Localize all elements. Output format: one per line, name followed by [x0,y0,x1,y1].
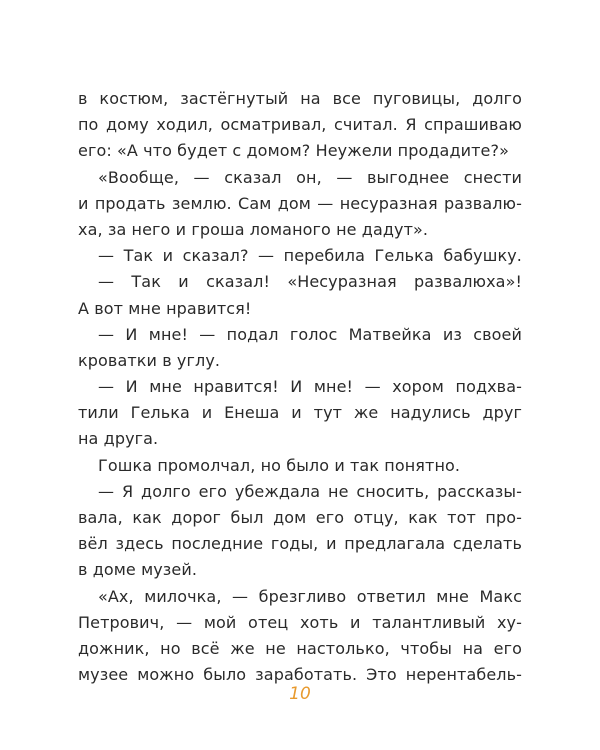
text-line: вёл здесь последние годы, и предлагала сделать [78,534,522,554]
text-line: Гошка промолчал, но было и так понятно. [98,455,461,475]
paragraph [78,374,522,453]
text-line: в костюм, застёгнутый на все пуговицы, долго [78,89,522,108]
text-line: Петрович, — мой отец хоть и талантливый ху- [78,612,522,632]
text-line: на друга. [78,429,159,449]
paragraph [78,453,522,479]
text-line: музее можно было заработать. Это нерентабель- [78,665,522,685]
paragraph [78,584,522,689]
paragraph [78,269,522,321]
text-line: — Так и сказал! «Несуразная развалюха»! [98,272,522,292]
text-line: А вот мне нравится! [78,298,252,318]
page-number: 10 [289,684,311,704]
text-line: в доме музей. [78,560,198,580]
text-line: — И мне! — подал голос Матвейка из своей [98,324,522,344]
paragraph [78,243,522,269]
text-line: кроватки в углу. [78,350,221,370]
text-line: — И мне нравится! И мне! — хором подхва- [98,377,522,397]
paragraph [78,86,522,165]
body-text [78,86,522,688]
text-line: «Вообще, — сказал он, — выгоднее снести [98,167,522,187]
text-line: ха, за него и гроша ломаного не дадут». [78,219,429,239]
paragraph [78,479,522,584]
text-line: его: «А что будет с домом? Неужели продадите?» [78,141,509,161]
paragraph [78,322,522,374]
text-line: тили Гелька и Енеша и тут же надулись друг [78,403,522,423]
text-line: — Так и сказал? — перебила Гелька бабушку. [98,246,522,266]
text-line: по дому ходил, осматривал, считал. Я спрашиваю [78,115,522,135]
paragraph [78,165,522,244]
text-line: и продать землю. Сам дом — несуразная развалю- [78,193,522,213]
text-line: — Я долго его убеждала не сносить, рассказы- [98,481,522,501]
text-line: «Ах, милочка, — брезгливо ответил мне Макс [98,586,522,606]
text-line: дожник, но всё же не настолько, чтобы на его [78,638,522,658]
text-line: вала, как дорог был дом его отцу, как тот про- [78,508,522,527]
